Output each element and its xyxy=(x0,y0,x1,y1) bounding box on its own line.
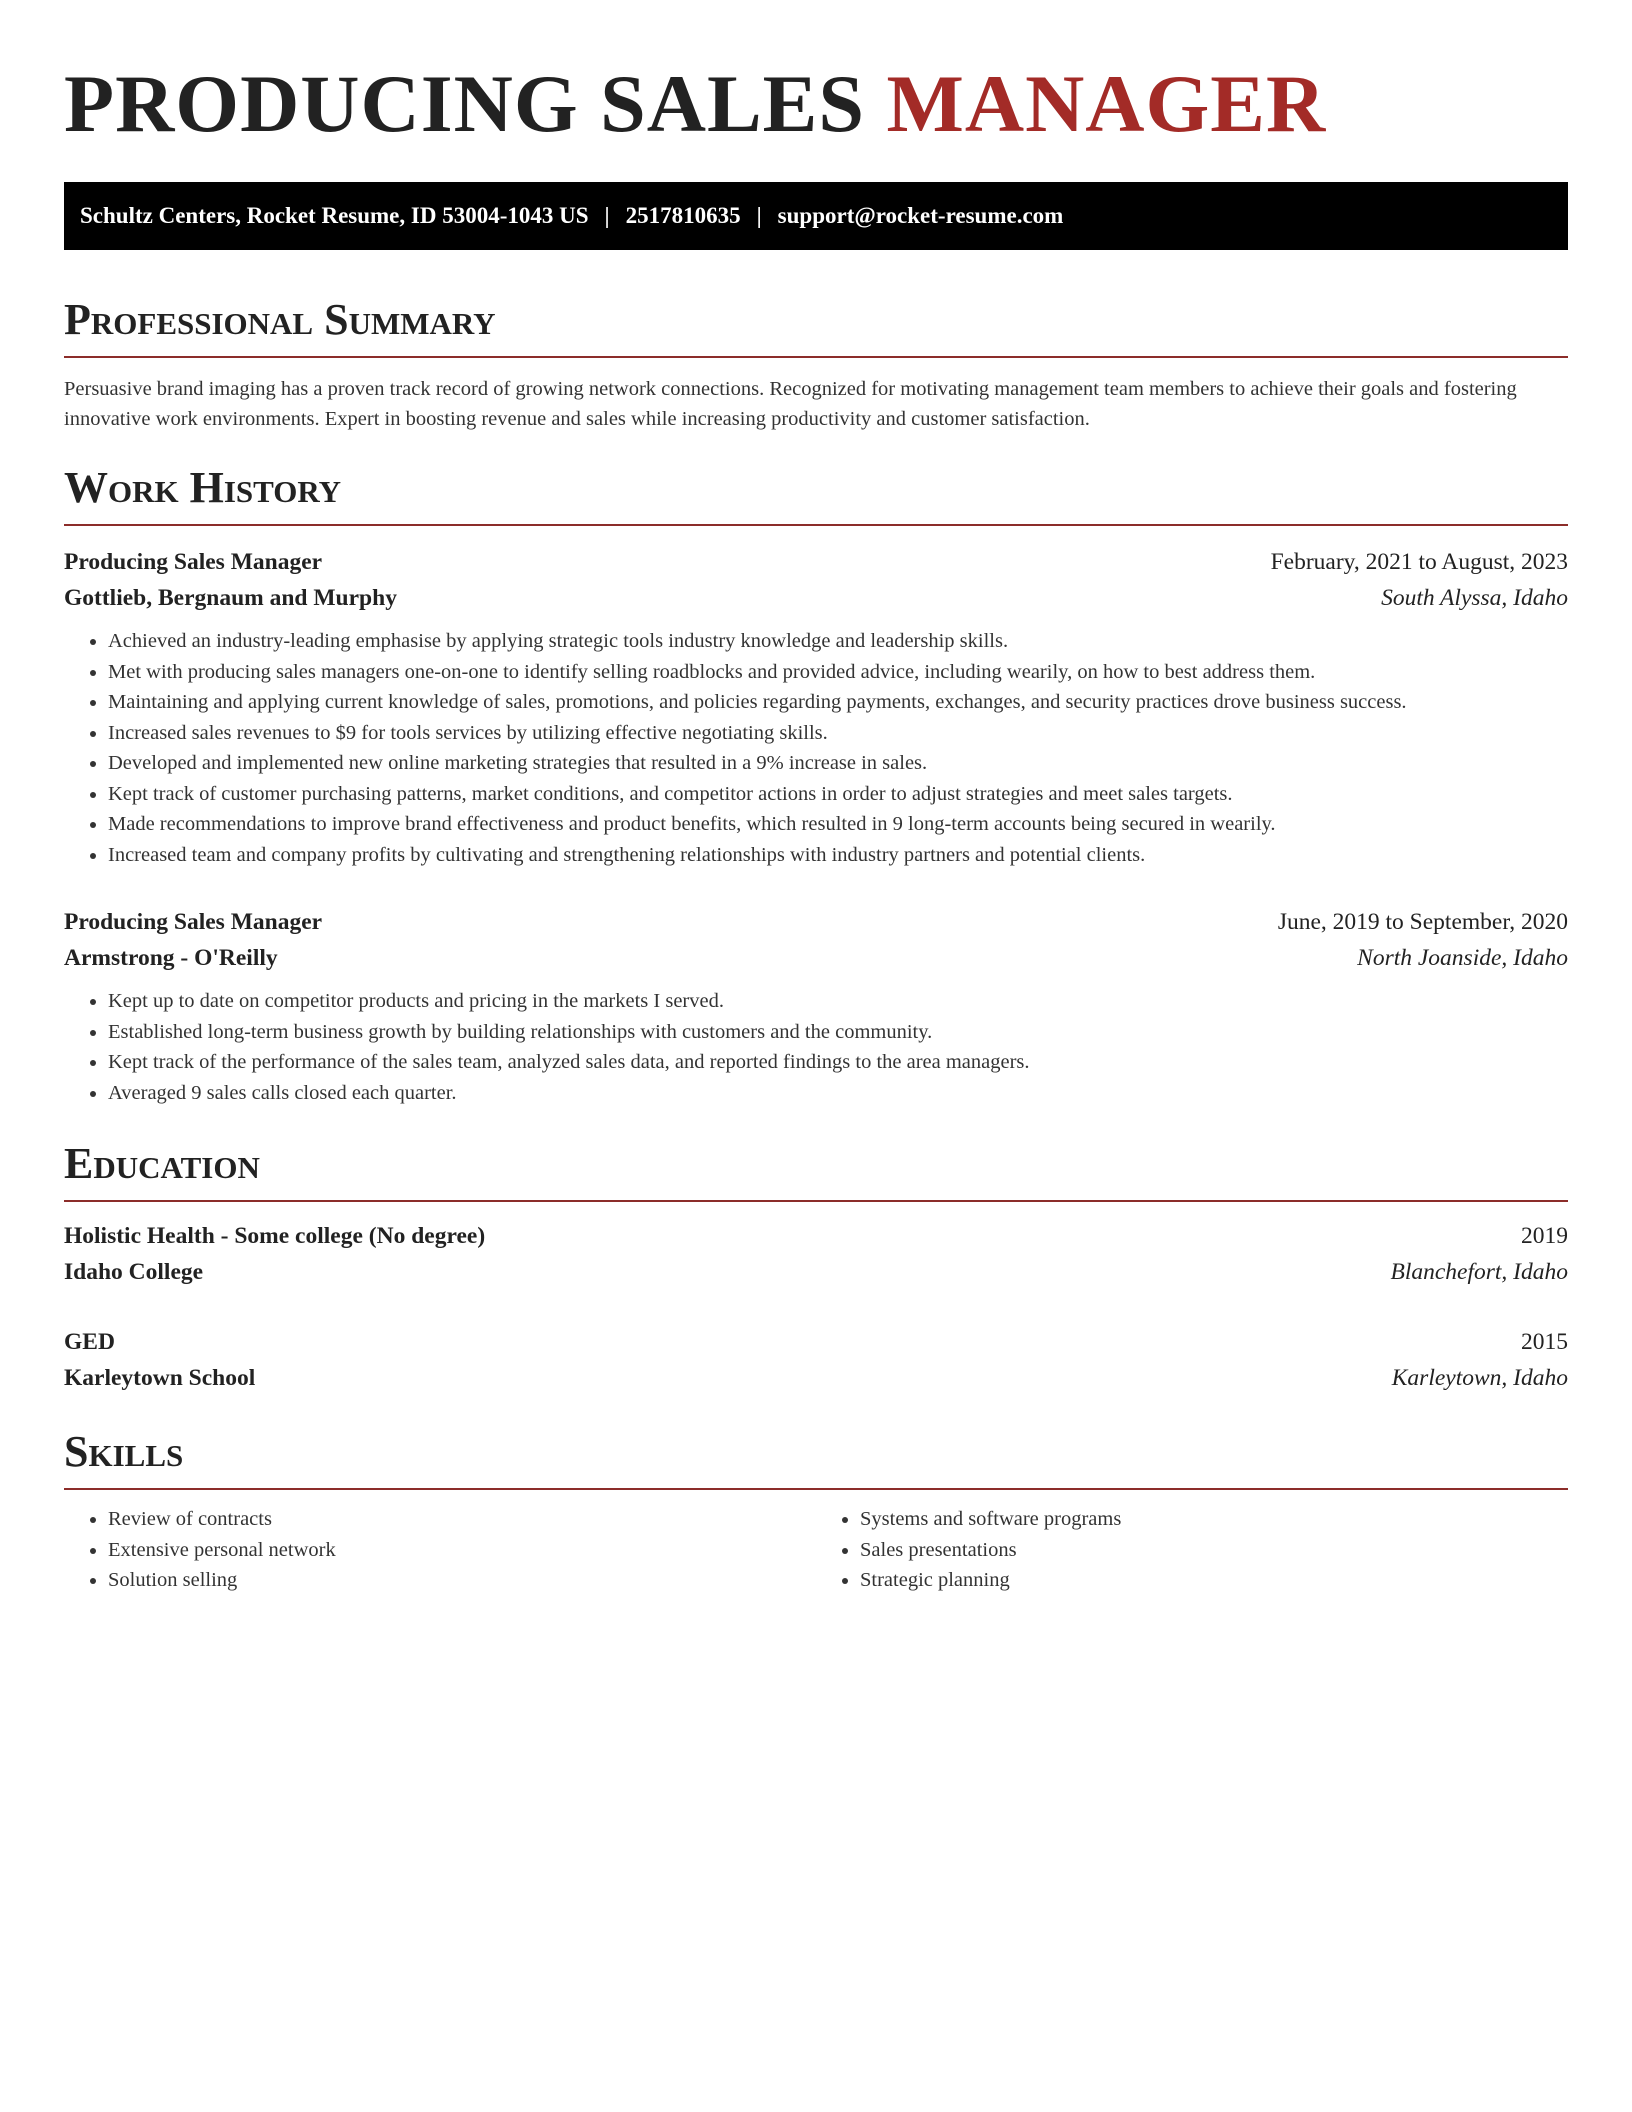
education-location: Blanchefort, Idaho xyxy=(1390,1259,1568,1285)
education-entry xyxy=(64,1218,1568,1290)
education-school-row xyxy=(64,1360,1568,1396)
education-degree: GED xyxy=(64,1329,115,1355)
section-title-skills: Skills xyxy=(64,1427,184,1476)
education-location: Karleytown, Idaho xyxy=(1391,1365,1568,1391)
skill-item: • Strategic planning xyxy=(860,1565,1568,1596)
contact-separator: | xyxy=(604,203,610,228)
section-title-summary: Professional Summary xyxy=(64,295,496,344)
job-bullet: • Increased sales revenues to $9 for tools services by utilizing effective negotiating skills. xyxy=(108,718,1568,749)
job-company-row xyxy=(64,580,1568,616)
name-primary: PRODUCING SALES xyxy=(64,58,865,149)
job-bullet: • Established long-term business growth by building relationships with customers and the community. xyxy=(108,1017,1568,1048)
section-divider xyxy=(64,1488,1568,1490)
section-divider xyxy=(64,524,1568,526)
education-school-row xyxy=(64,1254,1568,1290)
job-company: Armstrong - O'Reilly xyxy=(64,945,278,971)
job-bullet: • Made recommendations to improve brand effectiveness and product benefits, which resulted in 9 long-term accounts being secured in wearily. xyxy=(108,809,1568,840)
job-company-row xyxy=(64,940,1568,976)
education-header-row xyxy=(64,1218,1568,1254)
job-header-row xyxy=(64,904,1568,940)
contact-address: Schultz Centers, Rocket Resume, ID 53004-1043 US xyxy=(80,203,589,228)
job-location: North Joanside, Idaho xyxy=(1357,945,1568,971)
section-title-education: Education xyxy=(64,1139,260,1188)
section-title-work-history: Work History xyxy=(64,463,342,512)
section-divider xyxy=(64,356,1568,358)
skills-list xyxy=(816,1504,1568,1596)
contact-bar xyxy=(64,182,1568,250)
resume-name-heading xyxy=(64,0,1568,152)
job-role: Producing Sales Manager xyxy=(64,909,323,935)
education-school: Idaho College xyxy=(64,1259,204,1285)
job-bullet-list xyxy=(64,986,1568,1108)
job-dates: June, 2019 to September, 2020 xyxy=(1277,909,1568,935)
job-bullet: • Kept track of the performance of the sales team, analyzed sales data, and reported findings to the area managers. xyxy=(108,1047,1568,1078)
name-accent: MANAGER xyxy=(886,58,1327,149)
skill-item: • Extensive personal network xyxy=(108,1535,816,1566)
summary-text: Persuasive brand imaging has a proven track record of growing network connections. Recognized for motivating management team members to achieve their goals and fostering innovative work environments. Expert in boosting revenue and sales while increasing productivity and customer satisfaction. xyxy=(64,378,1517,430)
education-year: 2015 xyxy=(1521,1329,1568,1355)
job-bullet: • Achieved an industry-leading emphasise by applying strategic tools industry knowledge and leadership skills. xyxy=(108,626,1568,657)
job-bullet: • Met with producing sales managers one-on-one to identify selling roadblocks and provided advice, including wearily, on how to best address them. xyxy=(108,657,1568,688)
job-bullet: • Kept up to date on competitor products and pricing in the markets I served. xyxy=(108,986,1568,1017)
job-bullet: • Increased team and company profits by cultivating and strengthening relationships with industry partners and potential clients. xyxy=(108,840,1568,871)
contact-email: support@rocket-resume.com xyxy=(777,203,1064,228)
contact-phone: 2517810635 xyxy=(625,203,741,228)
skill-item: • Systems and software programs xyxy=(860,1504,1568,1535)
job-bullet: • Developed and implemented new online marketing strategies that resulted in a 9% increase in sales. xyxy=(108,748,1568,779)
education-year: 2019 xyxy=(1521,1223,1568,1249)
job-bullet: • Averaged 9 sales calls closed each quarter. xyxy=(108,1078,1568,1109)
skills-list xyxy=(64,1504,816,1596)
contact-separator: | xyxy=(756,203,762,228)
education-degree: Holistic Health - Some college (No degree) xyxy=(64,1223,486,1249)
job-company: Gottlieb, Bergnaum and Murphy xyxy=(64,585,397,611)
job-bullet-list xyxy=(64,626,1568,870)
job-header-row xyxy=(64,544,1568,580)
job-entry xyxy=(64,904,1568,1108)
job-role: Producing Sales Manager xyxy=(64,549,323,575)
skill-item: • Solution selling xyxy=(108,1565,816,1596)
job-entry xyxy=(64,544,1568,870)
education-school: Karleytown School xyxy=(64,1365,256,1391)
education-header-row xyxy=(64,1324,1568,1360)
section-divider xyxy=(64,1200,1568,1202)
skill-item: • Sales presentations xyxy=(860,1535,1568,1566)
skills-column-left xyxy=(64,1504,816,1596)
job-bullet: • Maintaining and applying current knowledge of sales, promotions, and policies regarding payments, exchanges, and security practices drove business success. xyxy=(108,687,1568,718)
job-bullet: • Kept track of customer purchasing patterns, market conditions, and competitor actions in order to adjust strategies and meet sales targets. xyxy=(108,779,1568,810)
skill-item: • Review of contracts xyxy=(108,1504,816,1535)
job-dates: February, 2021 to August, 2023 xyxy=(1270,549,1568,575)
education-entry xyxy=(64,1324,1568,1396)
skills-column-right xyxy=(816,1504,1568,1596)
skills-grid xyxy=(64,1504,1568,1596)
job-location: South Alyssa, Idaho xyxy=(1381,585,1568,611)
